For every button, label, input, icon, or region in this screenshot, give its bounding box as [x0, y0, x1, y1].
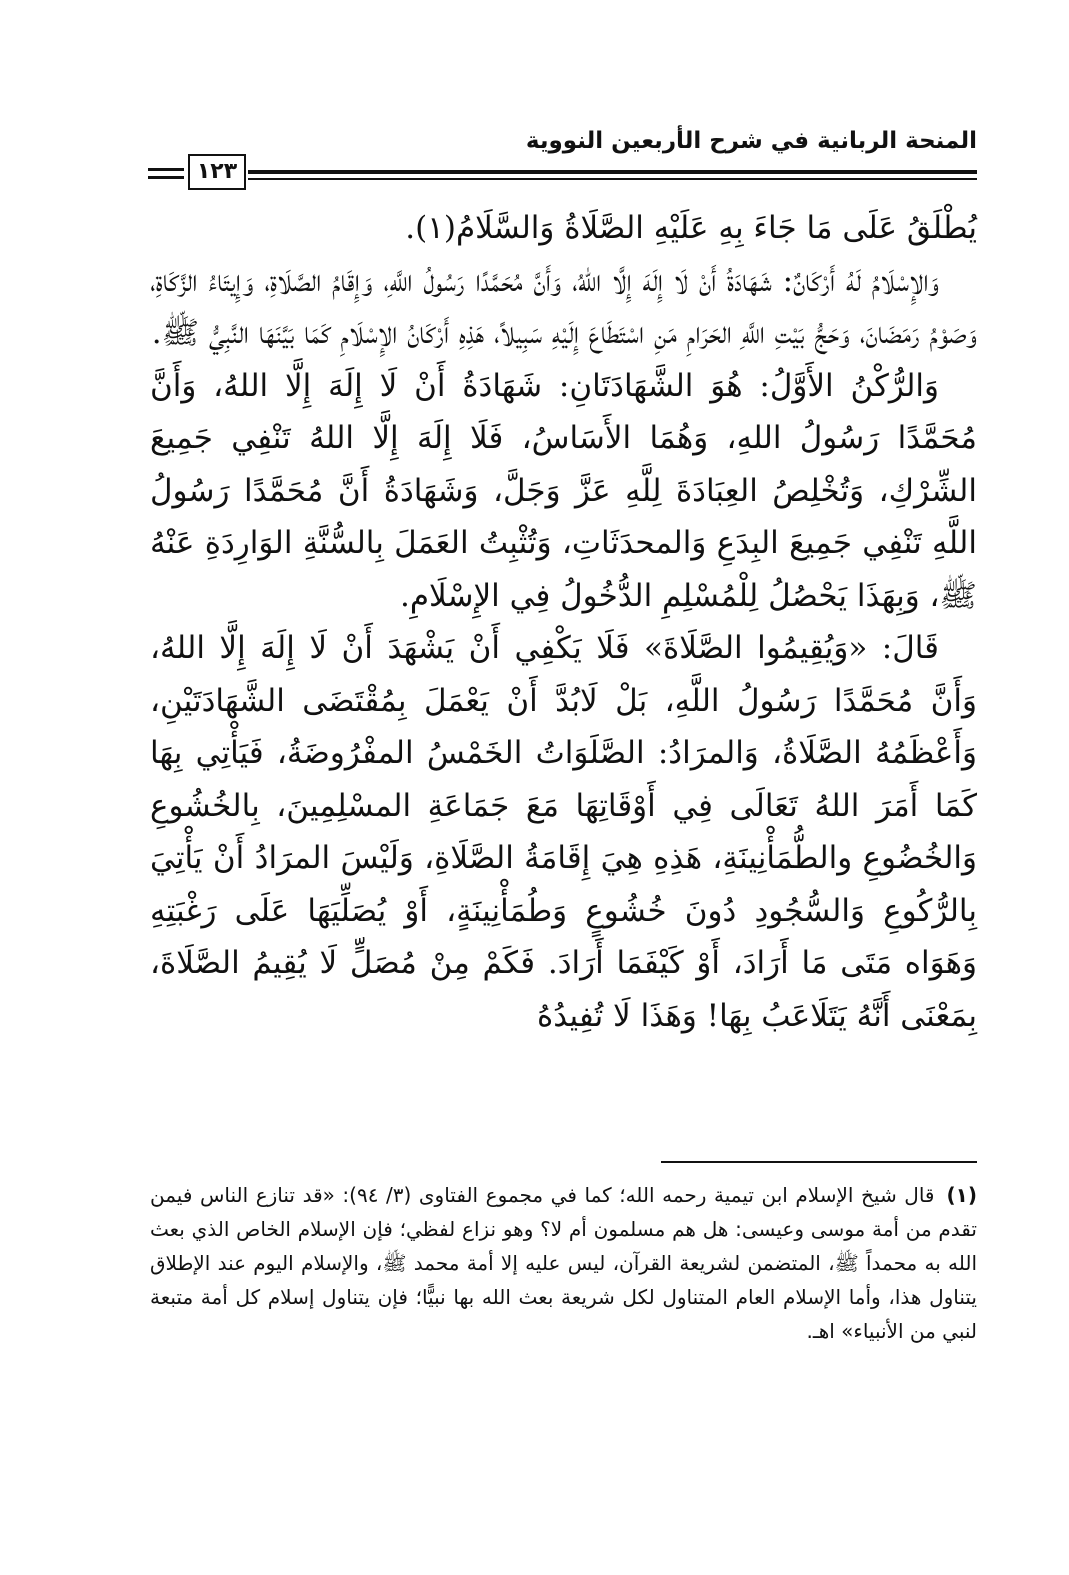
paragraph-prayer: قَالَ: «وَيُقِيمُوا الصَّلَاةَ» فَلَا يَكْفِي أَنْ يَشْهَدَ أَنْ لَا إِلَهَ إِلَّا اللهُ، وَأَنَّ مُحَمَّدًا رَسُولُ اللَّهِ، بَلْ لَابُدَّ أَنْ يَعْمَلَ بِمُقْتَضَى الشَّهَادَتَيْنِ، وَأَعْظَمُهُ الصَّلَاةُ، وَالمرَادُ: الصَّلَوَاتُ الخَمْسُ المفْرُوضَةُ، فَيَأْتِي بِهَا كَمَا أَمَرَ اللهُ تَعَالَى فِي أَوْقَاتِهَا مَعَ جَمَاعَةِ المسْلِمِينَ، بِالخُشُوعِ وَالخُضُوعِ والطُّمَأْنِينَةِ، هَذِهِ هِيَ إِقَامَةُ الصَّلَاةِ، وَلَيْسَ المرَادُ أَنْ يَأْتِيَ بِالرُّكُوعِ وَالسُّجُودِ دُونَ خُشُوعٍ وَطُمَأْنِينَةٍ، أَوْ يُصَلِّيَهَا عَلَى رَغْبَتِهِ وَهَوَاه مَتَى مَا أَرَادَ، أَوْ كَيْفَمَا أَرَادَ. فَكَمْ مِنْ مُصَلٍّ لَا يُقِيمُ الصَّلَاةَ، بِمَعْنَى أَنَّهُ يَتَلَاعَبُ بِهَا! وَهَذَا لَا تُفِيدُهُ: [150, 630, 977, 1034]
paragraph-continuation: يُطْلَقُ عَلَى مَا جَاءَ بِهِ عَلَيْهِ الصَّلَاةُ وَالسَّلَامُ(١).: [405, 210, 977, 246]
header-rule-thin: [248, 178, 977, 180]
header-rule-left-bottom: [148, 176, 184, 179]
footnote-marker: (١): [946, 1183, 977, 1207]
paragraph-first-pillar: وَالرُّكْنُ الأَوَّلُ: هُوَ الشَّهَادَتَانِ: شَهَادَةُ أَنْ لَا إِلَهَ إِلَّا اللهُ، وَأَنَّ مُحَمَّدًا رَسُولُ اللهِ، وَهُمَا الأَسَاسُ، فَلَا إِلَهَ إِلَّا اللهُ تَنْفِي جَمِيعَ الشِّرْكِ، وَتُخْلِصُ العِبَادَةَ لِلَّهِ عَزَّ وَجَلَّ، وَشَهَادَةُ أَنَّ مُحَمَّدًا رَسُولُ اللَّهِ تَنْفِي جَمِيعَ البِدَعِ وَالمحدَثَاتِ، وَتُثْبِتُ العَمَلَ بِالسُّنَّةِ الوَارِدَةِ عَنْهُ ﷺ، وَبِهَذَا يَحْصُلُ لِلْمُسْلِمِ الدُّخُولُ فِي الإِسْلَامِ.: [150, 367, 977, 614]
footnote-separator: [661, 1161, 977, 1163]
page-number: ١٢٣: [188, 154, 246, 190]
header-rule-thick: [248, 170, 977, 174]
footnote-text: قال شيخ الإسلام ابن تيمية رحمه الله؛ كما في مجموع الفتاوى (٣/ ٩٤): «قد تنازع الناس فيمن تقدم من أمة موسى وعيسى: هل هم مسلمون أم لا؟ وهو نزاع لفظي؛ فإن الإسلام الخاص الذي بعث الله به محمداً ﷺ، المتضمن لشريعة القرآن، ليس عليه إلا أمة محمد ﷺ، والإسلام اليوم عند الإطلاق يتناول هذا، وأما الإسلام العام المتناول لكل شريعة بعث الله بها نبيًّا؛ فإن يتناول إسلام كل أمة متبعة لنبي من الأنبياء» اهـ.: [150, 1183, 977, 1343]
header-rule-left-top: [148, 168, 184, 171]
paragraph-pillars: وَالإِسْلَامُ لَهُ أَرْكَانٌ: شَهَادَةُ أَنْ لَا إِلَهَ إِلَّا اللهُ، وَأَنَّ مُحَمَّدًا رَسُولُ اللَّهِ، وَإِقَامُ الصَّلَاةِ، وَإِيتَاءُ الزَّكَاةِ، وَصَوْمُ رَمَضَانَ، وَحَجُّ بَيْتِ اللَّهِ الحَرَامِ مَنِ اسْتَطَاعَ إِلَيْهِ سَبِيلاً، هَذِهِ أَرْكَانُ الإِسْلَامِ كَمَا بَيَّنَهَا النَّبِيُّ ﷺ.: [150, 262, 977, 351]
book-title: المنحة الربانية في شرح الأربعين النووية: [525, 128, 977, 154]
footnote: [150, 1178, 977, 1348]
body-text: [150, 202, 977, 1042]
running-header: [148, 118, 977, 192]
